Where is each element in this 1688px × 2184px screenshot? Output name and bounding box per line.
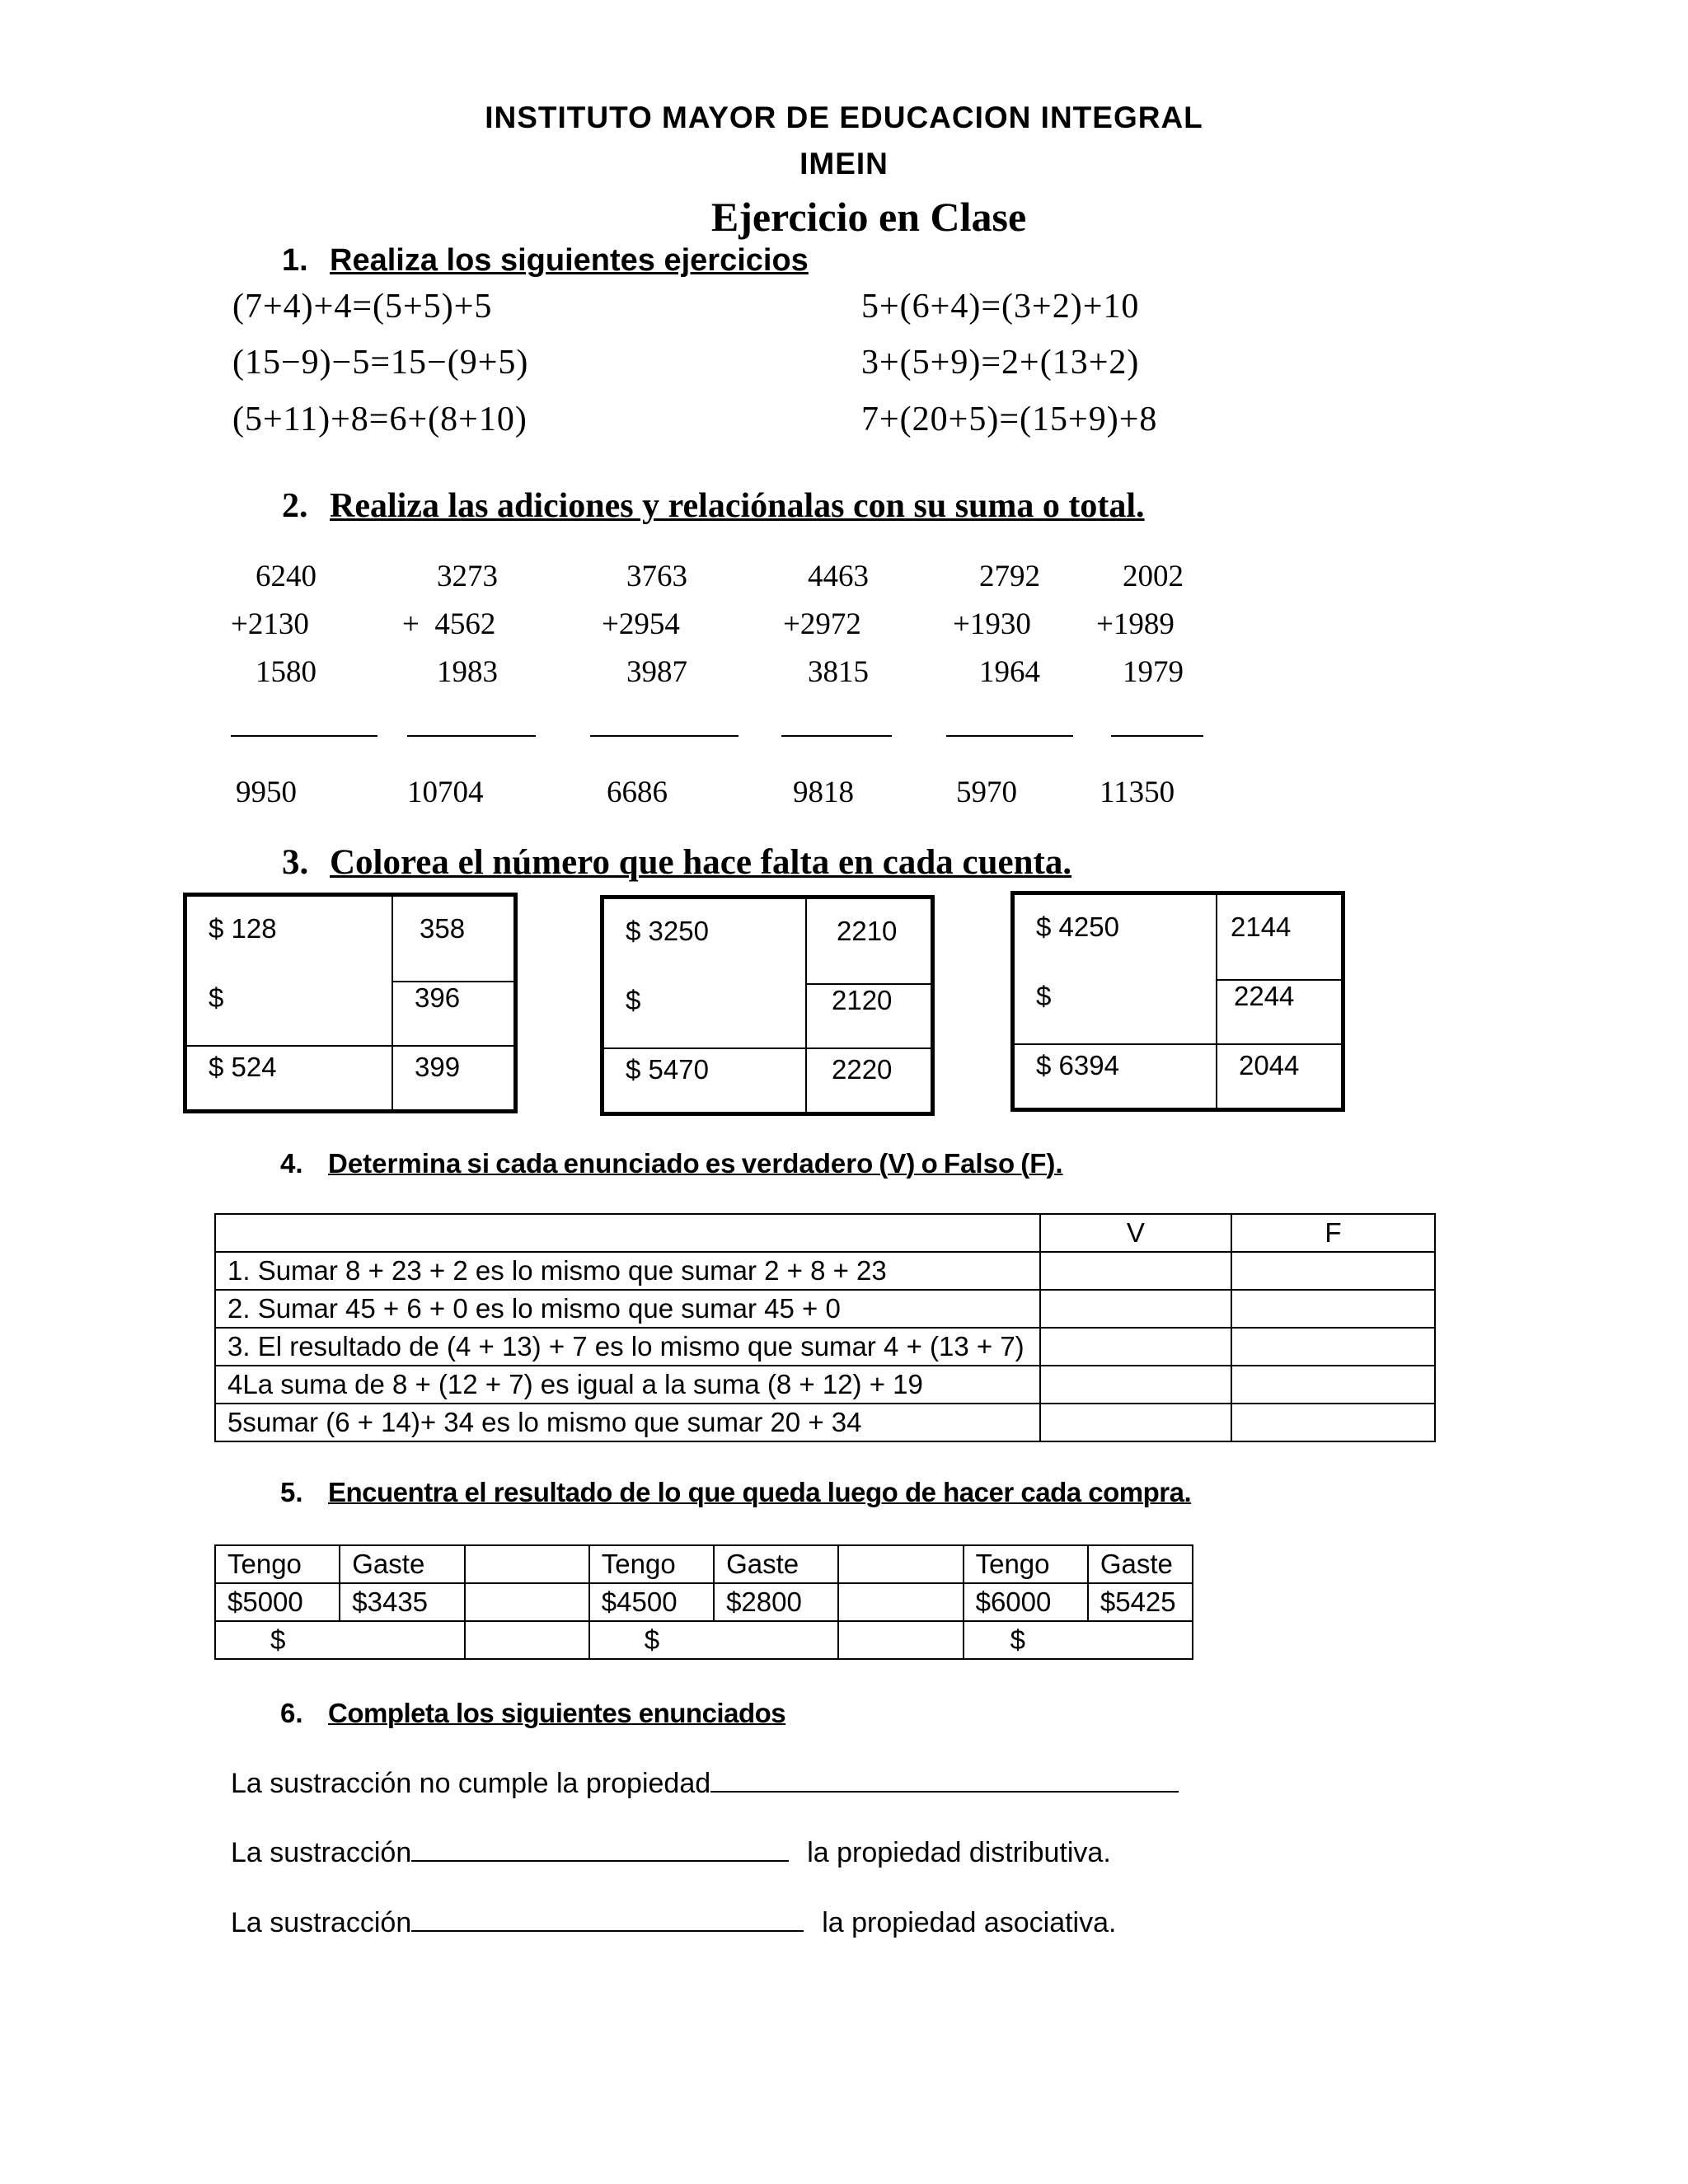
addition-2-bottom: 1983 — [437, 655, 498, 689]
group3-gaste-header: Gaste — [1088, 1545, 1193, 1583]
addition-3-top: 3763 — [626, 560, 687, 593]
statement-1-prefix: La sustracción no cumple la propiedad — [231, 1768, 711, 1799]
statement-2-blank[interactable] — [411, 1835, 789, 1862]
group3-gaste: $5425 — [1088, 1583, 1193, 1621]
section1-eq-right-2: 3+(5+9)=2+(13+2) — [861, 344, 1140, 382]
statement-3: 3. El resultado de (4 + 13) + 7 es lo mismo que sumar 4 + (13 + 7) — [215, 1328, 1040, 1366]
total-5: 5970 — [956, 776, 1017, 809]
group2-empty — [838, 1545, 963, 1583]
box3-left-3: $ 6394 — [1036, 1050, 1119, 1080]
addition-2-rule — [407, 735, 536, 737]
statement-4: 4La suma de 8 + (12 + 7) es igual a la suma (8 + 12) + 19 — [215, 1366, 1040, 1404]
addition-2-top: 3273 — [437, 560, 498, 593]
group1-gaste: $3435 — [340, 1583, 464, 1621]
addition-4-plus: +2972 — [783, 607, 861, 641]
group2-tengo: $4500 — [589, 1583, 714, 1621]
box1-right-1[interactable]: 358 — [420, 913, 466, 944]
table-row — [215, 1583, 1193, 1621]
box1-left-1: $ 128 — [209, 913, 277, 944]
group2-result[interactable]: $ — [589, 1621, 839, 1659]
box3-right-3[interactable]: 2044 — [1239, 1050, 1300, 1080]
statement-5: 5sumar (6 + 14)+ 34 es lo mismo que sumar 20 + 34 — [215, 1404, 1040, 1441]
box1-right-3[interactable]: 399 — [415, 1052, 461, 1082]
section5-number: 5. — [280, 1477, 303, 1507]
section2-number: 2. — [282, 487, 308, 525]
addition-4-rule — [781, 735, 892, 737]
statement-3-blank[interactable] — [411, 1905, 804, 1932]
purchase-table — [214, 1544, 1193, 1660]
box3-right-2[interactable]: 2244 — [1234, 981, 1295, 1011]
section3-number: 3. — [282, 843, 309, 882]
section6-number: 6. — [280, 1698, 303, 1728]
section1-eq-right-3: 7+(20+5)=(15+9)+8 — [861, 401, 1158, 438]
addition-3-bottom: 3987 — [626, 655, 687, 689]
group1-tengo-header: Tengo — [215, 1545, 340, 1583]
total-2: 10704 — [407, 776, 484, 809]
v-cell-5[interactable] — [1040, 1404, 1231, 1441]
addition-2-plus: + 4562 — [402, 607, 496, 641]
group1-empty — [465, 1545, 589, 1583]
addition-6-bottom: 1979 — [1123, 655, 1184, 689]
addition-5-rule — [946, 735, 1073, 737]
addition-4-bottom: 3815 — [808, 655, 869, 689]
f-header: F — [1231, 1214, 1435, 1252]
statement-line-1 — [231, 1766, 1179, 1800]
statement-line-3 — [231, 1905, 1116, 1939]
group1-empty-2 — [465, 1583, 589, 1621]
missing-number-box-1 — [183, 893, 518, 1113]
addition-4-top: 4463 — [808, 560, 869, 593]
group1-gaste-header: Gaste — [340, 1545, 464, 1583]
box2-left-3: $ 5470 — [626, 1054, 709, 1085]
addition-6-top: 2002 — [1123, 560, 1184, 593]
statement-2: 2. Sumar 45 + 6 + 0 es lo mismo que sumar 45 + 0 — [215, 1290, 1040, 1328]
statement-2-suffix: la propiedad distributiva. — [807, 1837, 1111, 1868]
box2-left-2: $ — [626, 985, 641, 1015]
addition-1-bottom: 1580 — [256, 655, 316, 689]
v-cell-3[interactable] — [1040, 1328, 1231, 1366]
group2-tengo-header: Tengo — [589, 1545, 714, 1583]
box2-right-3[interactable]: 2220 — [832, 1054, 893, 1085]
section1-number: 1. — [282, 243, 308, 278]
box2-right-2[interactable]: 2120 — [832, 985, 893, 1015]
section1-eq-left-1: (7+4)+4=(5+5)+5 — [232, 288, 493, 326]
page-title: Ejercicio en Clase — [710, 194, 1027, 240]
statement-3-prefix: La sustracción — [231, 1907, 412, 1938]
section1-title: Realiza los siguientes ejercicios — [330, 243, 809, 278]
addition-3-rule — [590, 735, 738, 737]
total-3: 6686 — [607, 776, 668, 809]
addition-6-plus: +1989 — [1096, 607, 1175, 641]
f-cell-1[interactable] — [1231, 1252, 1435, 1290]
addition-1-rule — [231, 735, 377, 737]
addition-5-bottom: 1964 — [979, 655, 1040, 689]
group2-empty-2 — [838, 1583, 963, 1621]
section3-title: Colorea el número que hace falta en cada cuenta. — [330, 843, 1072, 882]
box3-left-1: $ 4250 — [1036, 912, 1119, 942]
f-cell-4[interactable] — [1231, 1366, 1435, 1404]
group1-tengo: $5000 — [215, 1583, 340, 1621]
addition-5-top: 2792 — [979, 560, 1040, 593]
statement-3-suffix: la propiedad asociativa. — [822, 1907, 1117, 1938]
statement-1: 1. Sumar 8 + 23 + 2 es lo mismo que sumar 2 + 8 + 23 — [215, 1252, 1040, 1290]
section1-eq-right-1: 5+(6+4)=(3+2)+10 — [861, 288, 1140, 326]
addition-5-plus: +1930 — [953, 607, 1031, 641]
statement-line-2 — [231, 1835, 1111, 1869]
box3-left-2: $ — [1036, 981, 1052, 1011]
group2-gaste-header: Gaste — [714, 1545, 838, 1583]
box1-right-2[interactable]: 396 — [415, 982, 461, 1013]
group3-tengo: $6000 — [964, 1583, 1088, 1621]
total-6: 11350 — [1100, 776, 1175, 809]
table-row — [215, 1366, 1435, 1404]
v-cell-4[interactable] — [1040, 1366, 1231, 1404]
table-row — [215, 1621, 1193, 1659]
missing-number-box-2 — [600, 895, 935, 1116]
box2-left-1: $ 3250 — [626, 916, 709, 946]
v-header: V — [1040, 1214, 1231, 1252]
f-cell-5[interactable] — [1231, 1404, 1435, 1441]
addition-1-plus: +2130 — [231, 607, 309, 641]
true-false-table — [214, 1213, 1436, 1442]
addition-3-plus: +2954 — [602, 607, 680, 641]
total-1: 9950 — [236, 776, 297, 809]
v-cell-1[interactable] — [1040, 1252, 1231, 1290]
table-row — [215, 1252, 1435, 1290]
table-header-row — [215, 1545, 1193, 1583]
box1-left-3: $ 524 — [209, 1052, 277, 1082]
box2-right-1[interactable]: 2210 — [837, 916, 898, 946]
section6-title: Completa los siguientes enunciados — [328, 1698, 786, 1728]
statement-1-blank[interactable] — [710, 1766, 1179, 1793]
table-row — [215, 1404, 1435, 1441]
group1-empty-3 — [465, 1621, 589, 1659]
addition-6-rule — [1111, 735, 1203, 737]
table-header-row — [215, 1214, 1435, 1252]
section2-title: Realiza las adiciones y relaciónalas con su suma o total. — [330, 487, 1145, 525]
group3-tengo-header: Tengo — [964, 1545, 1088, 1583]
box3-right-1[interactable]: 2144 — [1231, 912, 1292, 942]
institute-name: INSTITUTO MAYOR DE EDUCACION INTEGRAL — [485, 101, 1203, 134]
addition-1-top: 6240 — [256, 560, 316, 593]
institute-acronym: IMEIN — [799, 147, 889, 180]
v-cell-2[interactable] — [1040, 1290, 1231, 1328]
table-row — [215, 1328, 1435, 1366]
missing-number-box-3 — [1010, 891, 1345, 1112]
table-row — [215, 1290, 1435, 1328]
group2-empty-3 — [838, 1621, 963, 1659]
statement-2-prefix: La sustracción — [231, 1837, 412, 1868]
box1-left-2: $ — [209, 982, 224, 1013]
section5-title: Encuentra el resultado de lo que queda luego de hacer cada compra. — [328, 1477, 1192, 1507]
section1-eq-left-2: (15−9)−5=15−(9+5) — [232, 344, 529, 382]
group3-result[interactable]: $ — [964, 1621, 1193, 1659]
section1-eq-left-3: (5+11)+8=6+(8+10) — [232, 401, 528, 438]
f-cell-3[interactable] — [1231, 1328, 1435, 1366]
section4-number: 4. — [280, 1148, 303, 1179]
section4-title: Determina si cada enunciado es verdadero (V) o Falso (F). — [328, 1148, 1063, 1179]
statement-header-cell — [215, 1214, 1040, 1252]
group2-gaste: $2800 — [714, 1583, 838, 1621]
group1-result[interactable]: $ — [215, 1621, 465, 1659]
f-cell-2[interactable] — [1231, 1290, 1435, 1328]
total-4: 9818 — [793, 776, 854, 809]
